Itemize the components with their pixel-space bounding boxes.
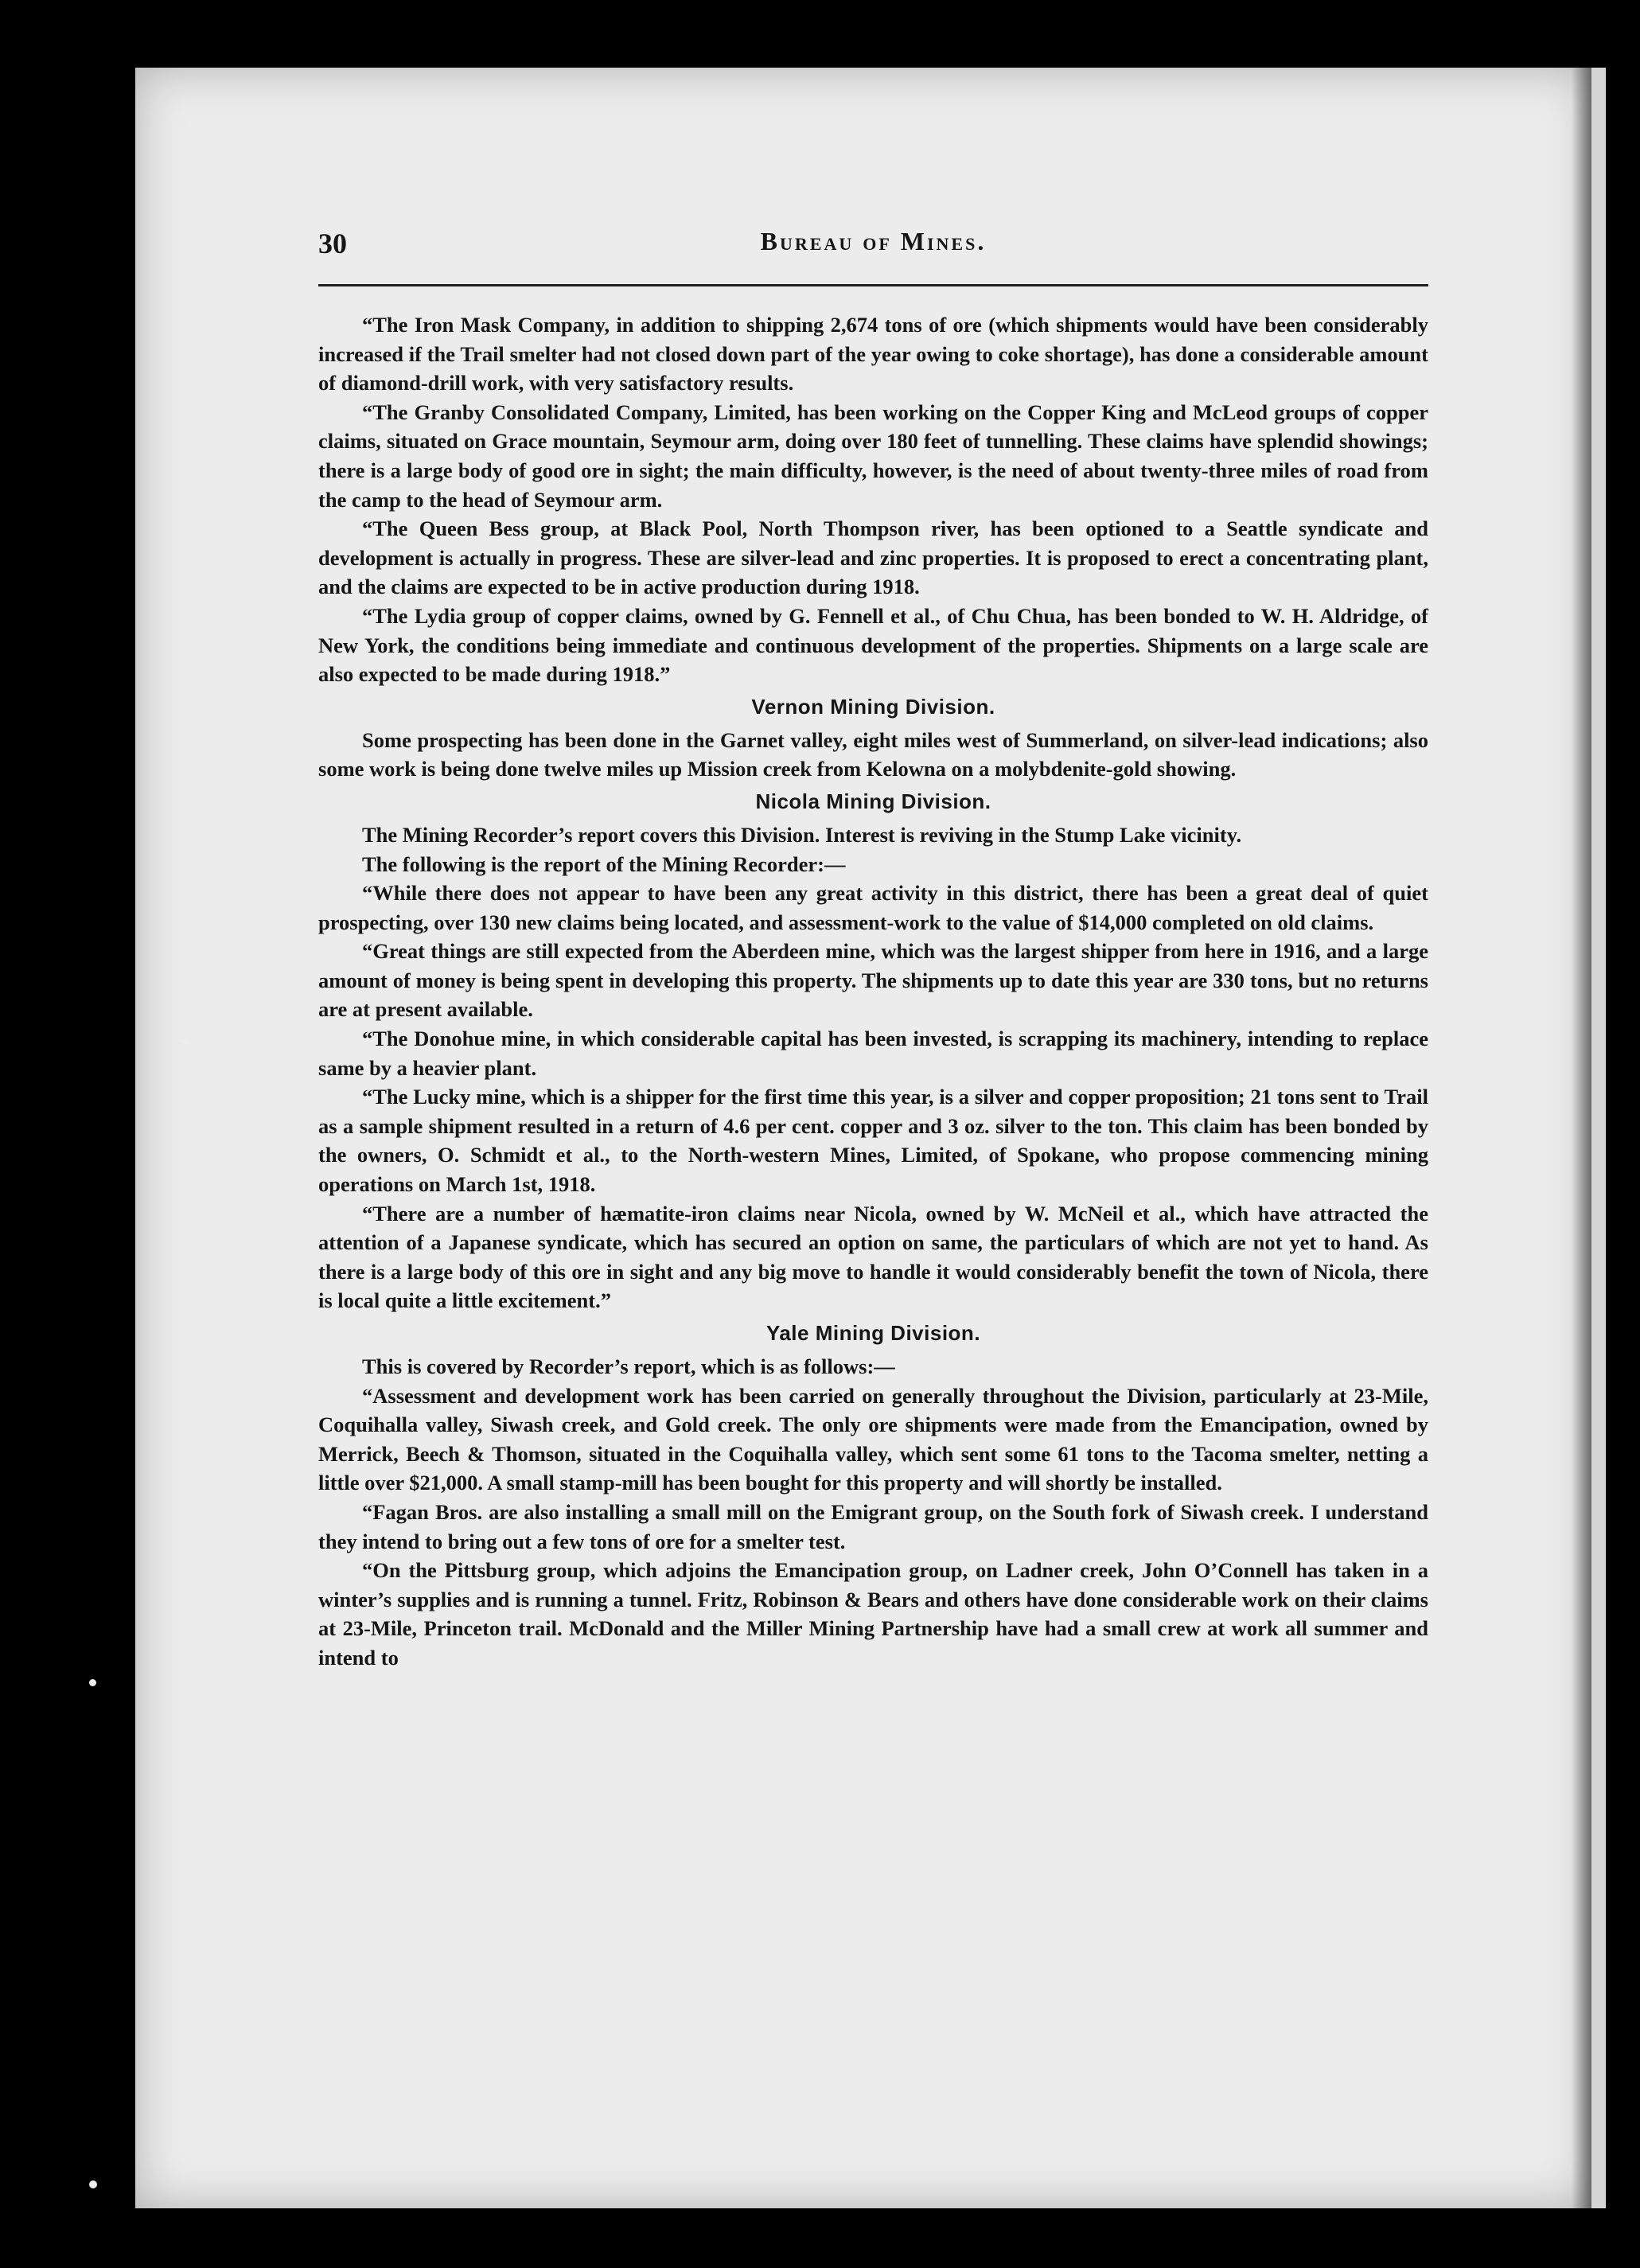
page-number: 30 <box>318 228 347 259</box>
paragraph: “On the Pittsburg group, which adjoins the Emancipation group, on Ladner creek, John O’Connell has taken in a winter’s supplies and is running a tunnel. Fritz, Robinson & Bears and others have done considerable work on their claims at 23-Mile, Princeton trail. McDonald and the Miller Mining Partnership have had a small crew at work all summer and intend to <box>318 1558 1428 1670</box>
paragraph: “The Lucky mine, which is a shipper for the first time this year, is a silver and copper proposition; 21 tons sent to Trail as a sample shipment resulted in a return of 4.6 per cent. copper and 3 oz. silver to the ton. This claim has been bonded by the owners, O. Schmidt et al., to the North-western Mines, Limited, of Spokane, who propose commencing mining operations on March 1st, 1918. <box>318 1085 1428 1197</box>
page-edge-strip <box>1591 68 1606 2208</box>
paragraph: “While there does not appear to have been any great activity in this district, there has been a great deal of quiet prospecting, over 130 new claims being located, and assessment-work to the value of $14,000 completed on old claims. <box>318 881 1428 934</box>
paragraph: “The Iron Mask Company, in addition to shipping 2,674 tons of ore (which shipments would have been considerably increased if the Trail smelter had not closed down part of the year owing to coke shortage), has done a considerable amount of diamond-drill work, with very satisfactory results. <box>318 313 1428 396</box>
paragraph: “Assessment and development work has been carried on generally throughout the Division, particularly at 23-Mile, Coquihalla valley, Siwash creek, and Gold creek. The only ore shipments were made from the Emancipation, owned by Merrick, Beech & Thomson, situated in the Coquihalla valley, which sent some 61 tons to the Tacoma smelter, netting a little over $21,000. A small stamp-mill has been bought for this property and will shortly be installed. <box>318 1383 1428 1495</box>
scan-speck <box>89 1679 96 1686</box>
paragraph: “The Donohue mine, in which considerable capital has been invested, is scrapping its machinery, intending to replace same by a heavier plant. <box>318 1027 1428 1080</box>
scan-speck <box>181 1039 188 1045</box>
page-edge-shadow <box>1572 68 1591 2208</box>
paragraph: “The Queen Bess group, at Black Pool, North Thompson river, has been optioned to a Seattle syndicate and development is actually in progress. These are silver-lead and zinc properties. It is proposed to erect a concentrating plant, and the claims are expected to be in active production during 1918. <box>318 516 1428 599</box>
paragraph: “The Granby Consolidated Company, Limited, has been working on the Copper King and McLeod groups of copper claims, situated on Grace mountain, Seymour arm, doing over 180 feet of tunnelling. These claims have splendid showings; there is a large body of good ore in sight; the main difficulty, however, is the need of about twenty-three miles of road from the camp to the head of Seymour arm. <box>318 399 1428 512</box>
section-heading-vernon: Vernon Mining Division. <box>751 694 995 719</box>
running-head: Bureau of Mines. <box>760 227 987 255</box>
paragraph: “Fagan Bros. are also installing a small mill on the Emigrant group, on the South fork of Siwash creek. I understand they intend to bring out a few tons of ore for a smelter test. <box>318 1499 1428 1553</box>
paragraph: “There are a number of hæmatite-iron claims near Nicola, owned by W. McNeil et al., which have attracted the attention of a Japanese syndicate, which has secured an option on same, the particulars of which are not yet to hand. As there is a large body of this ore in sight and any big move to handle it would considerably benefit the town of Nicola, there is local quite a little excitement.” <box>318 1201 1428 1313</box>
page-body <box>318 310 1428 1673</box>
section-heading-yale: Yale Mining Division. <box>765 1321 981 1345</box>
paragraph: “The Lydia group of copper claims, owned by G. Fennell et al., of Chu Chua, has been bonded to W. H. Aldridge, of New York, the conditions being immediate and continuous development of the properties. Shipments on a large scale are also expected to be made during 1918.” <box>318 603 1428 687</box>
paragraph: Some prospecting has been done in the Garnet valley, eight miles west of Summerland, on silver-lead indications; also some work is being done twelve miles up Mission creek from Kelowna on a molybdenite-gold showing. <box>318 727 1428 781</box>
paragraph: This is covered by Recorder’s report, which is as follows:— <box>362 1354 895 1378</box>
header-rule <box>318 284 1428 286</box>
page-header <box>318 227 1428 259</box>
paragraph: “Great things are still expected from the Aberdeen mine, which was the largest shipper from here in 1916, and a large amount of money is being spent in developing this property. The shipments up to date this year are 330 tons, but no returns are at present available. <box>318 939 1428 1022</box>
paragraph: The following is the report of the Mining Recorder:— <box>362 851 846 876</box>
scan-speck <box>89 2180 97 2188</box>
section-heading-nicola: Nicola Mining Division. <box>755 789 991 813</box>
paragraph: The Mining Recorder’s report covers this Division. Interest is reviving in the Stump Lake vicinity. <box>362 822 1242 847</box>
